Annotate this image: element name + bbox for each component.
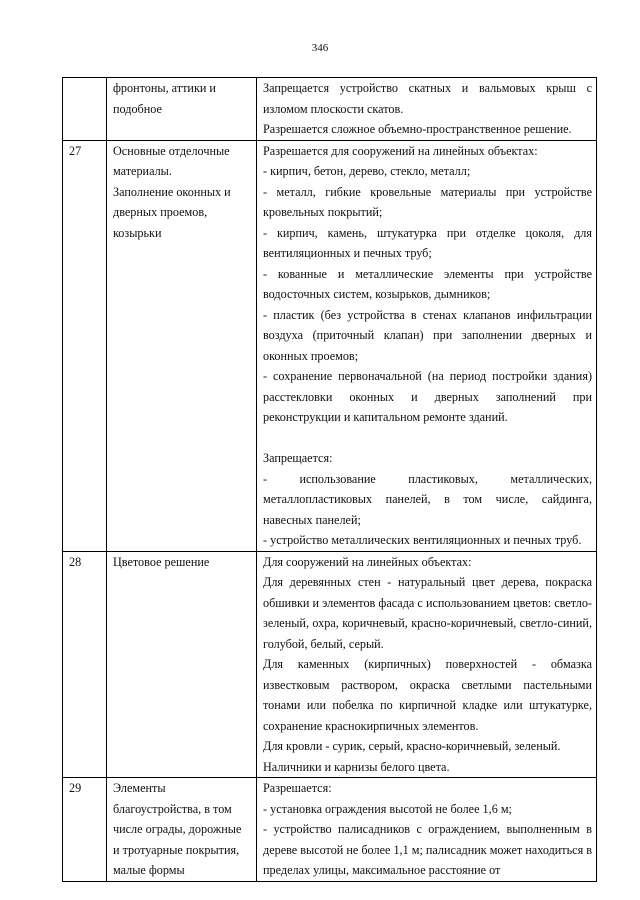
page-number: 346 xyxy=(311,42,329,54)
table-row xyxy=(63,78,597,141)
requirement-paragraph: Для деревянных стен - натуральный цвет дерева, покраска обшивки и элементов фасада с использованием цветов: светло-зеленый, охра, коричневый, красно-коричневый, светло-синий, голубой, белый, серый. xyxy=(263,575,592,651)
element-name-line: Основные отделочные xyxy=(113,143,230,158)
regulations-table xyxy=(62,77,597,882)
requirement-paragraph: - металл, гибкие кровельные материалы при устройстве кровельных покрытий; xyxy=(263,184,592,219)
requirement-paragraph: Запрещается: xyxy=(263,451,333,465)
element-name-cell xyxy=(107,778,257,882)
row-number xyxy=(63,78,107,141)
requirement-paragraph: Разрешается для сооружений на линейных объектах: xyxy=(263,143,538,158)
requirement-paragraph: - кованные и металлические элементы при устройстве водосточных систем, козырьков, дымников; xyxy=(263,266,592,301)
table-row xyxy=(63,551,597,778)
row-number: 28 xyxy=(63,551,107,778)
table-body xyxy=(63,78,597,882)
requirement-paragraph: - устройство палисадников с ограждением, выполненным в дереве высотой не более 1,1 м; палисадник может находиться в пределах улицы, максимальное расстояние от xyxy=(263,822,592,877)
requirement-paragraph: Для сооружений на линейных объектах: xyxy=(263,554,472,569)
element-name-cell xyxy=(107,140,257,551)
paragraph-gap xyxy=(263,428,592,449)
requirements-cell xyxy=(257,778,597,882)
element-name-line: числе ограды, дорожные xyxy=(113,822,242,836)
element-name-line: козырьки xyxy=(113,225,162,240)
row-number: 29 xyxy=(63,778,107,882)
requirement-paragraph: - установка ограждения высотой не более 1,6 м; xyxy=(263,801,512,816)
element-name-cell xyxy=(107,551,257,778)
row-number: 27 xyxy=(63,140,107,551)
element-name-line: малые формы xyxy=(113,863,185,877)
element-name-line: материалы. xyxy=(113,164,172,178)
requirement-paragraph: Наличники и карнизы белого цвета. xyxy=(263,759,450,774)
element-name-line: подобное xyxy=(113,101,162,116)
requirement-paragraph: Для кровли - сурик, серый, красно-коричневый, зеленый. xyxy=(263,739,561,753)
table-row xyxy=(63,140,597,551)
requirement-paragraph: Разрешается: xyxy=(263,781,332,795)
element-name-line: благоустройства, в том xyxy=(113,801,232,816)
element-name-line: Заполнение оконных и xyxy=(113,184,231,199)
element-name-line: фронтоны, аттики и xyxy=(113,81,216,95)
table-row xyxy=(63,778,597,882)
requirement-paragraph: - сохранение первоначальной (на период постройки здания) расстекловки оконных и дверных заполнений при реконструкции и капитальном ремонте зданий. xyxy=(263,369,592,424)
element-name-line: дверных проемов, xyxy=(113,205,208,219)
element-name-line: Цветовое решение xyxy=(113,554,210,569)
requirements-cell xyxy=(257,78,597,141)
requirement-paragraph: - кирпич, бетон, дерево, стекло, металл; xyxy=(263,164,471,178)
requirements-cell xyxy=(257,551,597,778)
requirement-paragraph: Разрешается сложное объемно-пространственное решение. xyxy=(263,122,572,136)
element-name-line: и тротуарные покрытия, xyxy=(113,842,240,857)
requirement-paragraph: - пластик (без устройства в стенах клапанов инфильтрации воздуха (приточный клапан) при заполнении дверных и оконных проемов; xyxy=(263,307,592,363)
requirement-paragraph: Запрещается устройство скатных и вальмовых крыш с изломом плоскости скатов. xyxy=(263,81,592,116)
element-name-line: Элементы xyxy=(113,781,166,795)
element-name-cell xyxy=(107,78,257,141)
requirement-paragraph: - устройство металлических вентиляционных и печных труб. xyxy=(263,533,582,547)
requirement-paragraph: - кирпич, камень, штукатурка при отделке цоколя, для вентиляционных и печных труб; xyxy=(263,225,592,260)
requirement-paragraph: - использование пластиковых, металлических, металлопластиковых панелей, в том числе, сайдинга, навесных панелей; xyxy=(263,471,592,527)
requirements-cell xyxy=(257,140,597,551)
requirement-paragraph: Для каменных (кирпичных) поверхностей - обмазка известковым раствором, окраска светлыми пастельными тонами или побелка по кирпичной кладке или штукатурке, сохранение краснокирпичных элементов. xyxy=(263,657,592,733)
